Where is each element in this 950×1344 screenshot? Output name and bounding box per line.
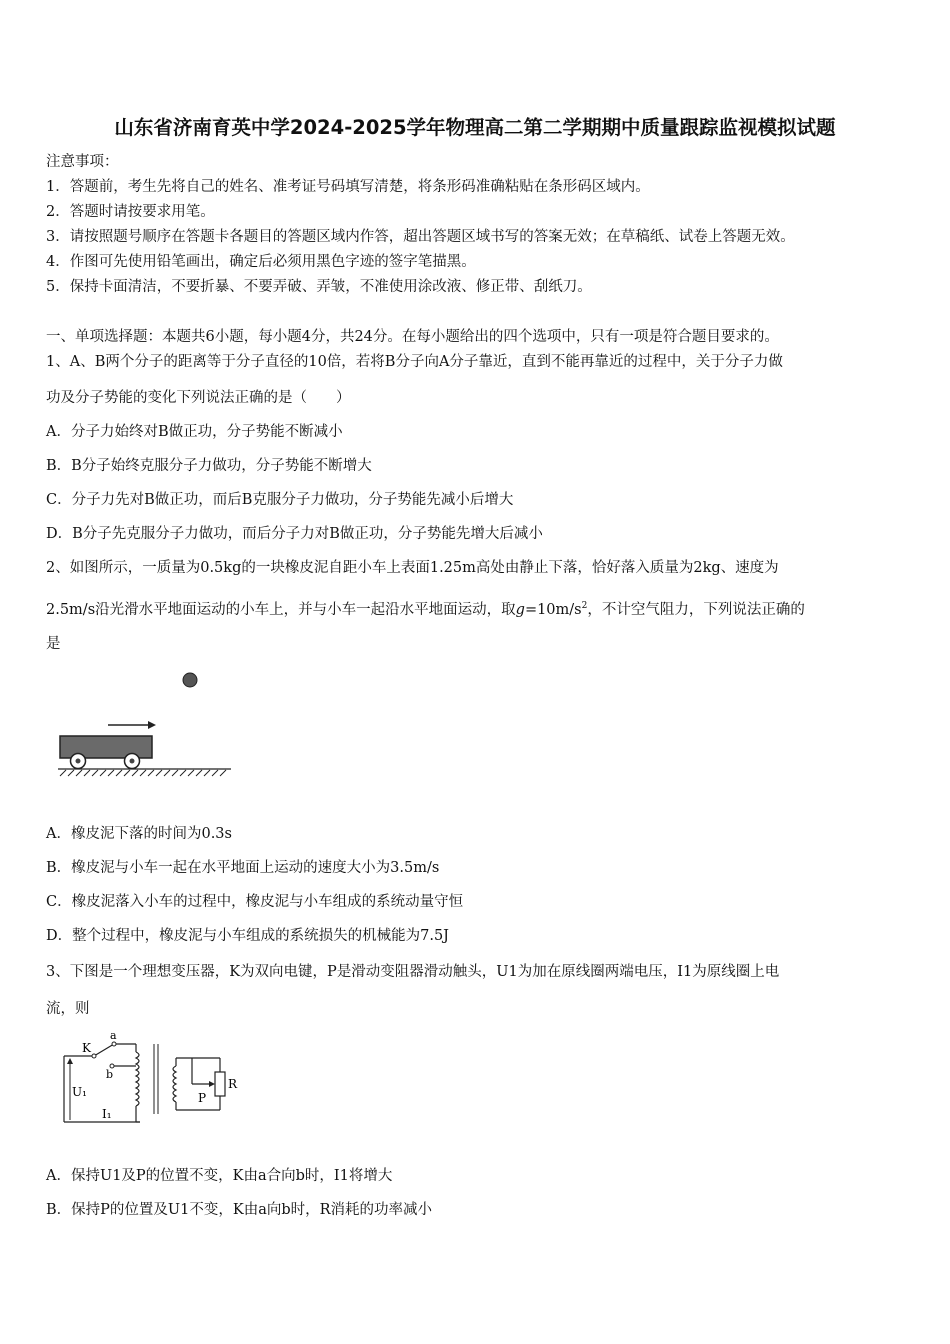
q1-option-b: B．B分子始终克服分子力做功，分子势能不断增大 [46, 458, 372, 474]
notice-item: 1．答题前，考生先将自己的姓名、准考证号码填写清楚，将条形码准确粘贴在条形码区域内。 [46, 179, 650, 195]
page-title: 山东省济南育英中学2024-2025学年物理高二第二学期期中质量跟踪监视模拟试题 [114, 116, 836, 139]
q1-stem: 功及分子势能的变化下列说法正确的是（ ） [46, 390, 351, 406]
q2-option-c: C．橡皮泥落入小车的过程中，橡皮泥与小车组成的系统动量守恒 [46, 894, 464, 910]
q1-stem: 1、A、B两个分子的距离等于分子直径的10倍，若将B分子向A分子靠近，直到不能再靠近的过程中，关于分子力做 [46, 354, 783, 370]
notice-heading: 注意事项： [46, 154, 119, 170]
q2-option-b: B．橡皮泥与小车一起在水平地面上运动的速度大小为3.5m/s [46, 860, 440, 876]
notice-item: 5．保持卡面清洁，不要折暴、不要弄破、弄皱，不准使用涂改液、修正带、刮纸刀。 [46, 279, 592, 295]
q1-option-d: D．B分子先克服分子力做功，而后分子力对B做正功，分子势能先增大后减小 [46, 526, 543, 542]
notice-item: 2．答题时请按要求用笔。 [46, 204, 215, 220]
q1-option-c: C．分子力先对B做正功，而后B克服分子力做功，分子势能先减小后增大 [46, 492, 514, 508]
label-p: P [198, 1091, 207, 1105]
label-i1: I₁ [102, 1107, 112, 1121]
notice-item: 3．请按照题号顺序在答题卡各题目的答题区域内作答，超出答题区域书写的答案无效；在草稿纸、试卷上答题无效。 [46, 229, 795, 245]
switch-pivot [92, 1054, 96, 1058]
label-r: R [228, 1077, 238, 1091]
resistor [215, 1072, 225, 1096]
q3-stem: 3、下图是一个理想变压器，K为双向电键，P是滑动变阻器滑动触头，U1为加在原线圈两端电压，I1为原线圈上电 [46, 964, 780, 980]
q3-stem: 流，则 [46, 1001, 90, 1017]
label-a: a [110, 1030, 117, 1042]
q3-option-a: A．保持U1及P的位置不变，K由a合向b时，I1将增大 [46, 1168, 393, 1184]
q2-option-a: A．橡皮泥下落的时间为0.3s [46, 826, 232, 842]
q2-stem: 2、如图所示，一质量为0.5kg的一块橡皮泥自距小车上表面1.25m高处由静止下落，恰好落入质量为2kg、速度为 [46, 560, 779, 576]
clay-ball [183, 673, 197, 687]
transformer-figure [52, 1030, 252, 1126]
q2-stem: 是 [46, 636, 61, 652]
section-heading: 一、单项选择题：本题共6小题，每小题4分，共24分。在每小题给出的四个选项中，只有一项是符合题目要求的。 [46, 329, 779, 345]
label-u1: U₁ [72, 1085, 87, 1099]
q3-option-b: B．保持P的位置及U1不变，K由a向b时，R消耗的功率减小 [46, 1202, 433, 1218]
notice-item: 4．作图可先使用铅笔画出，确定后必须用黑色字迹的签字笔描黑。 [46, 254, 476, 270]
contact-a [112, 1042, 116, 1046]
label-k: K [82, 1041, 91, 1055]
q2-option-d: D．整个过程中，橡皮泥与小车组成的系统损失的机械能为7.5J [46, 928, 449, 944]
label-b: b [106, 1068, 114, 1081]
q1-option-a: A．分子力始终对B做正功，分子势能不断减小 [46, 424, 343, 440]
q2-stem: 2.5m/s沿光滑水平地面运动的小车上，并与小车一起沿水平地面运动，取$g=10m/s^2$，不计空气阻力，下列说法正确的 [46, 601, 805, 618]
cart-figure [56, 668, 236, 780]
